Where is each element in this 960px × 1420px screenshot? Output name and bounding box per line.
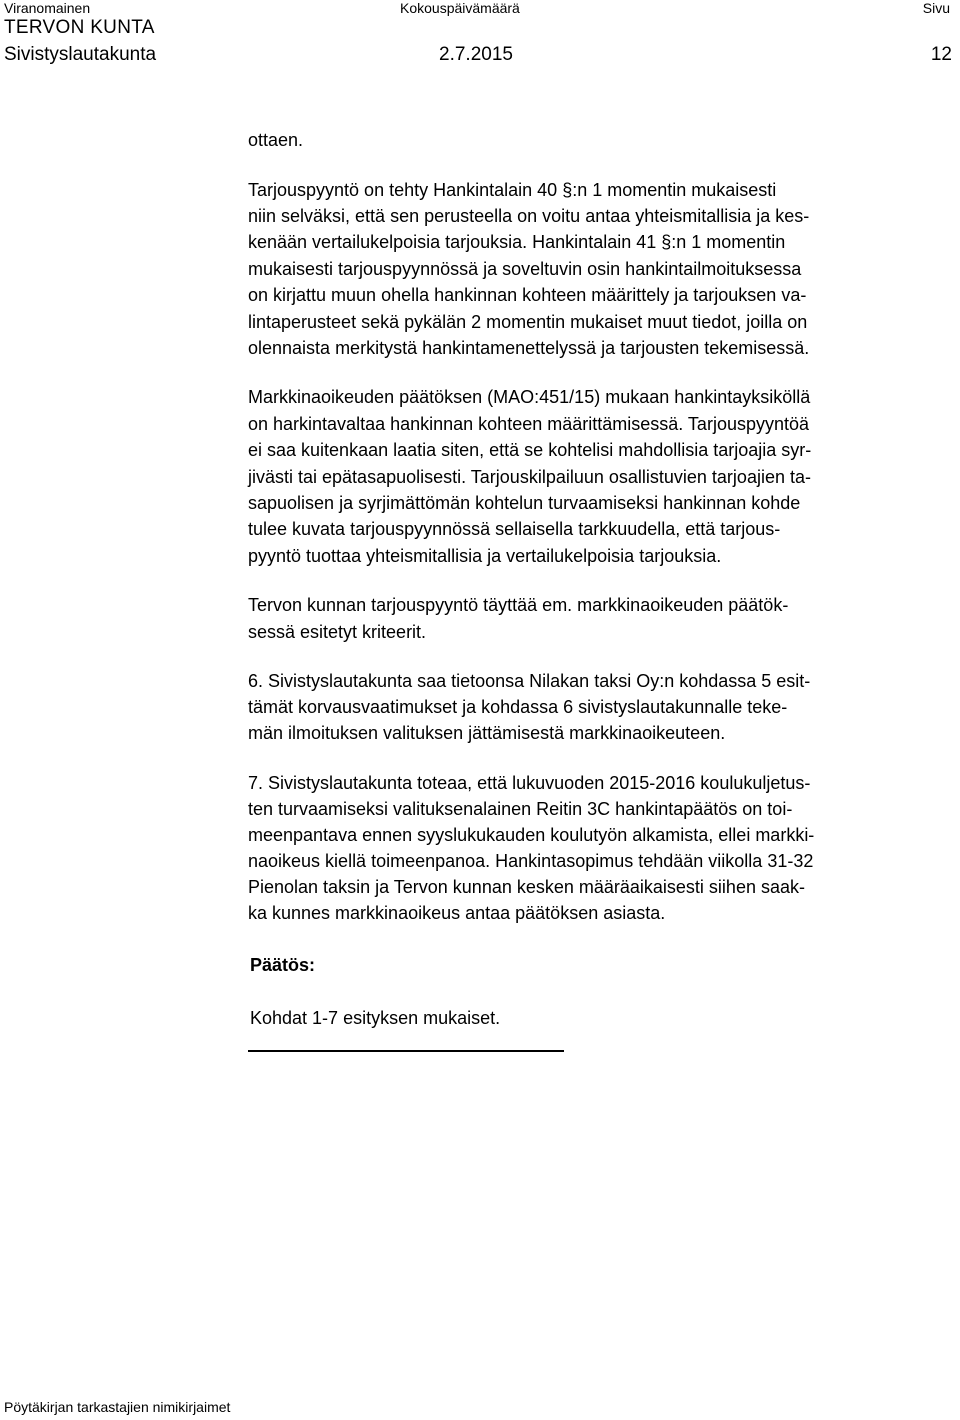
body-line: Tarjouspyyntö on tehty Hankintalain 40 §:n 1 momentin mukaisesti	[248, 180, 777, 200]
body-line: niin selväksi, että sen perusteella on voitu antaa yhteismitallisia ja kes-	[248, 206, 810, 226]
organization-name: TERVON KUNTA	[4, 17, 155, 38]
body-line: ei saa kuitenkaan laatia siten, että se kohtelisi mahdollisia tarjoajia syr-	[248, 440, 812, 460]
decision-underline	[248, 1050, 564, 1052]
body-line: ka kunnes markkinaoikeus antaa päätöksen asiasta.	[248, 903, 666, 923]
body-line: tulee kuvata tarjouspyynnössä sellaisella tarkkuudella, että tarjous-	[248, 519, 781, 539]
body-line: sessä esitetyt kriteerit.	[248, 622, 427, 642]
header-kokouspaivamaara-label: Kokouspäivämäärä	[400, 0, 520, 16]
body-line: Pienolan taksin ja Tervon kunnan kesken määräaikaisesti siihen saak-	[248, 877, 805, 897]
body-line: Tervon kunnan tarjouspyyntö täyttää em. markkinaoikeuden päätök-	[248, 595, 789, 615]
footer-initials-label: Pöytäkirjan tarkastajien nimikirjaimet	[4, 1399, 231, 1415]
body-line: sapuolisen ja syrjimättömän kohtelun turvaamiseksi hankinnan kohde	[248, 493, 801, 513]
body-line: män ilmoituksen valituksen jättämisestä markkinaoikeuteen.	[248, 723, 726, 743]
decision-heading: Päätös:	[250, 955, 316, 975]
body-line: 6. Sivistyslautakunta saa tietoonsa Nilakan taksi Oy:n kohdassa 5 esit-	[248, 671, 811, 691]
body-line: mukaisesti tarjouspyynnössä ja soveltuvin osin hankintailmoituksessa	[248, 259, 802, 279]
body-line: meenpantava ennen syyslukukauden koulutyön alkamista, ellei markki-	[248, 825, 815, 845]
body-line: pyyntö tuottaa yhteismitallisia ja vertailukelpoisia tarjouksia.	[248, 546, 722, 566]
header-sivu-label: Sivu	[922, 0, 950, 16]
meeting-date: 2.7.2015	[439, 44, 513, 65]
body-line: on harkintavaltaa hankinnan kohteen määrittämisessä. Tarjouspyyntöä	[248, 414, 810, 434]
body-line: jivästi tai epätasapuolisesti. Tarjouskilpailuun osallistuvien tarjoajien ta-	[248, 467, 811, 487]
body-line: ten turvaamiseksi valituksenalainen Reitin 3C hankintapäätös on toi-	[248, 799, 793, 819]
board-name: Sivistyslautakunta	[4, 44, 157, 65]
body-line: tämät korvausvaatimukset ja kohdassa 6 sivistyslautakunnalle teke-	[248, 697, 788, 717]
page-number: 12	[930, 44, 952, 65]
body-line: kenään vertailukelpoisia tarjouksia. Hankintalain 41 §:n 1 momentin	[248, 232, 786, 252]
body-line: lintaperusteet sekä pykälän 2 momentin mukaiset muut tiedot, joilla on	[248, 312, 808, 332]
header-viranomainen-label: Viranomainen	[4, 0, 91, 16]
body-line: 7. Sivistyslautakunta toteaa, että lukuvuoden 2015-2016 koulukuljetus-	[248, 773, 811, 793]
body-line: ottaen.	[248, 130, 304, 150]
body-line: olennaista merkitystä hankintamenettelyssä ja tarjousten tekemisessä.	[248, 338, 810, 358]
body-line: on kirjattu muun ohella hankinnan kohteen määrittely ja tarjouksen va-	[248, 285, 807, 305]
decision-text: Kohdat 1-7 esityksen mukaiset.	[250, 1008, 501, 1028]
body-line: naoikeus kiellä toimeenpanoa. Hankintasopimus tehdään viikolla 31-32	[248, 851, 814, 871]
body-line: Markkinaoikeuden päätöksen (MAO:451/15) mukaan hankintayksiköllä	[248, 387, 811, 407]
